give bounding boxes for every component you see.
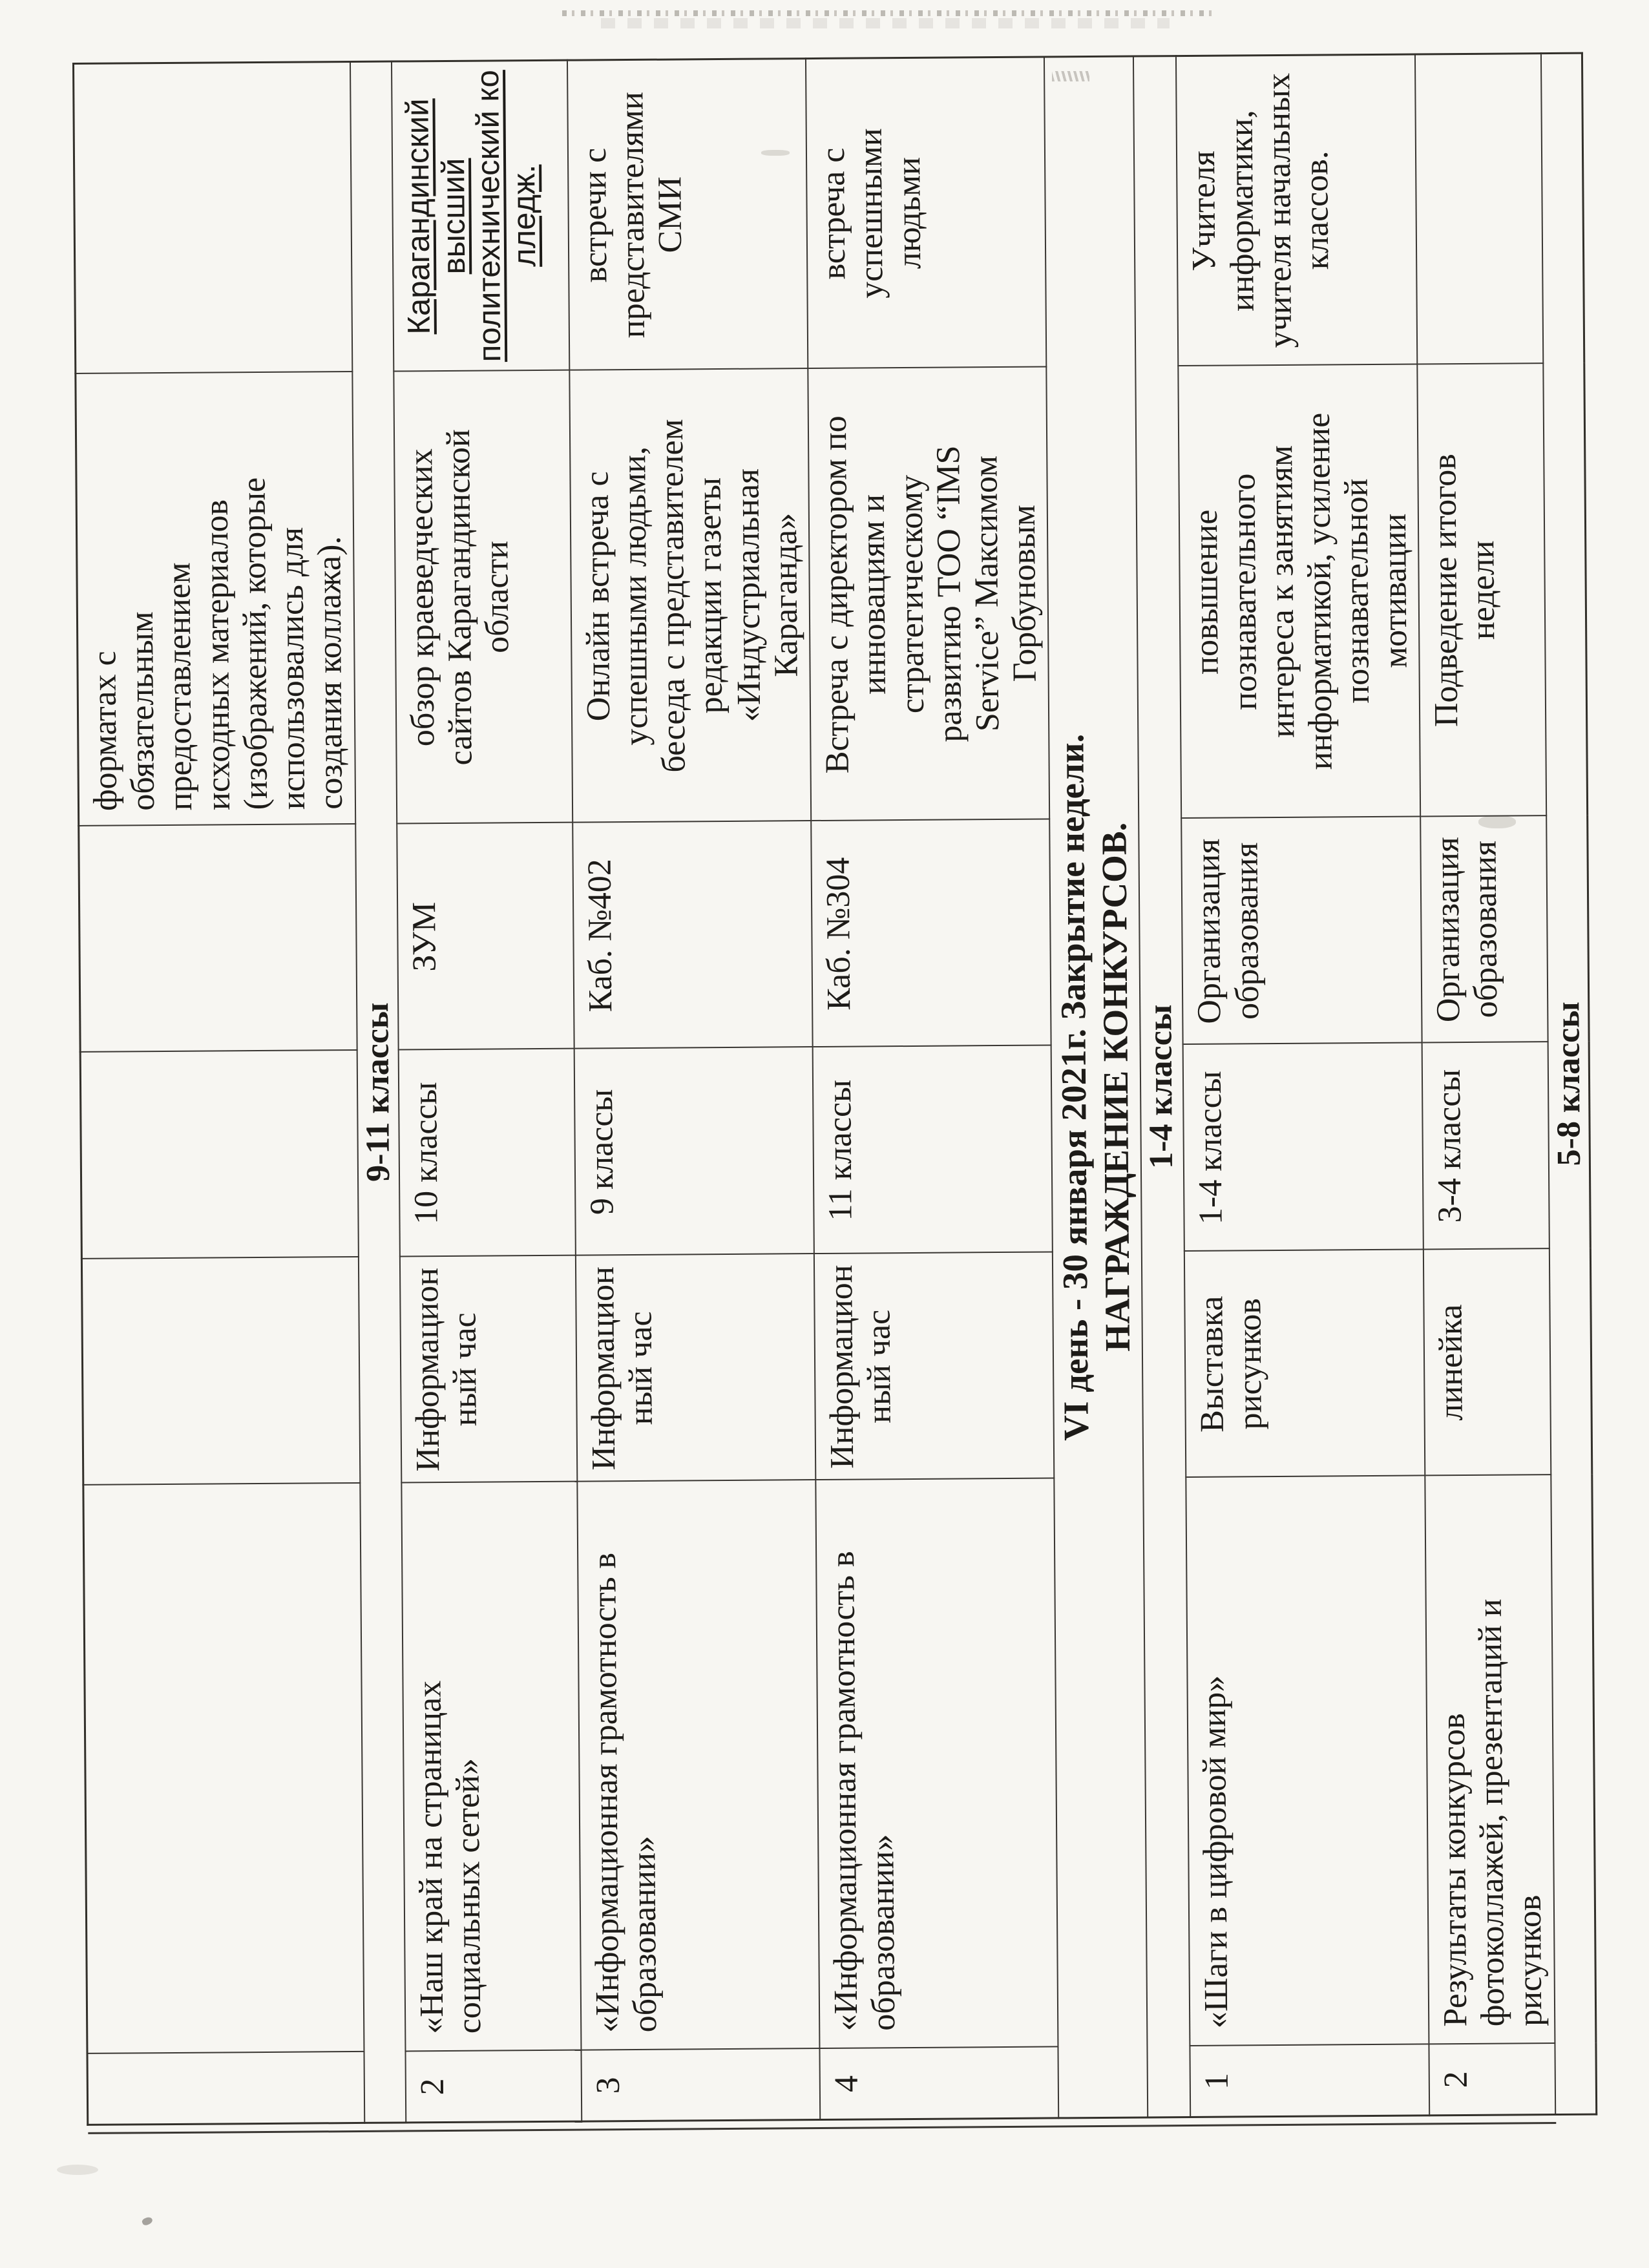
cell-responsible: встреча с успешными людьми — [806, 57, 1047, 369]
cell-num: 4 — [820, 2047, 1059, 2120]
cell-classes: 11 классы — [813, 1045, 1053, 1254]
cell-venue: ЗУМ — [397, 823, 574, 1050]
cell-form: линейка — [1423, 1249, 1551, 1476]
section-row — [1044, 56, 1148, 2118]
cell-title: «Информационная грамотность в образовании» — [815, 1478, 1058, 2049]
cell-num — [87, 2052, 364, 2125]
cell-responsible — [73, 62, 352, 374]
cell-responsible: Учителя информатики, учителя начальных классов. — [1176, 54, 1417, 366]
cell-form: Информацион ный час — [576, 1254, 816, 1482]
cell-form: Информацион ный час — [814, 1252, 1055, 1480]
rotated-table-sheet — [72, 54, 1588, 2126]
table-row — [567, 59, 821, 2122]
cell-title: «Наш край на страницах социальных сетей» — [401, 1482, 581, 2052]
cell-num: 2 — [1429, 2044, 1555, 2116]
cell-num: 2 — [405, 2050, 582, 2123]
cell-venue: Каб. №402 — [572, 821, 813, 1049]
table-row — [73, 62, 364, 2125]
cell-classes: 9 классы — [574, 1047, 814, 1256]
table-row — [1176, 54, 1429, 2117]
cell-venue — [79, 824, 357, 1052]
section-label: 1-4 классы — [1133, 56, 1190, 2117]
schedule-table — [72, 52, 1597, 2126]
cell-form: Выставка рисунков — [1184, 1250, 1425, 1478]
scan-artifact-speck — [141, 2216, 153, 2227]
cell-num: 3 — [581, 2049, 820, 2122]
cell-classes — [80, 1050, 358, 1259]
table-row — [1415, 54, 1555, 2116]
cell-title: «Информационная грамотность в образовании» — [577, 1480, 820, 2051]
cell-form: Информацион ный час — [400, 1255, 577, 1483]
cell-title: Результаты конкурсов фотоколлажей, презентаций и рисунков — [1425, 1475, 1555, 2044]
cell-responsible — [1415, 54, 1543, 364]
cell-content: Подведение итогов недели — [1417, 364, 1546, 817]
table-row — [392, 60, 582, 2123]
scan-artifact-top-haze — [601, 18, 1170, 28]
cell-title — [83, 1483, 364, 2053]
cell-form — [81, 1257, 360, 1485]
cell-content: обзор краеведческих сайтов Карагандинской области — [394, 370, 572, 824]
cell-content: повышение познавательного интереса к занятиям информатикой, усиление познавательной мотивации — [1179, 364, 1420, 819]
cell-title: «Шаги в цифровой мир» — [1186, 1476, 1429, 2046]
cell-content: Онлайн встреча с успешными людьми, беседа с представителем редакции газеты «Индустриальная Караганда» — [569, 369, 811, 823]
cell-content: Встреча с директором по инновациям и стратегическому развитию ТОО “IMS Service” Максимом Горбуновым — [808, 367, 1049, 821]
cell-venue: Организация образования — [1420, 816, 1548, 1043]
section-label: 5-8 классы — [1540, 53, 1596, 2114]
cell-classes: 1-4 классы — [1183, 1043, 1423, 1252]
cell-classes: 3-4 классы — [1422, 1042, 1549, 1250]
cell-responsible: Карагандинский высший политехнический ко лледж. — [392, 60, 569, 372]
cell-venue: Каб. №304 — [811, 819, 1051, 1047]
scan-artifact-smudge — [57, 2165, 98, 2175]
cell-responsible: встречи с представителями СМИ — [567, 59, 808, 371]
scan-artifact-top-streak — [562, 10, 1215, 16]
section-label: VI день - 30 января 2021г. Закрытие недели. НАГРАЖДЕНИЕ КОНКУРСОВ. — [1044, 56, 1148, 2118]
cell-content: форматах с обязательным предоставлением исходных материалов (изображений, которые использовались для создания коллажа). — [76, 372, 355, 826]
section-label: 9-11 классы — [350, 61, 406, 2123]
cell-classes: 10 классы — [398, 1049, 575, 1257]
table-row — [806, 57, 1059, 2120]
cell-num: 1 — [1190, 2044, 1429, 2117]
cell-venue: Организация образования — [1182, 817, 1422, 1045]
